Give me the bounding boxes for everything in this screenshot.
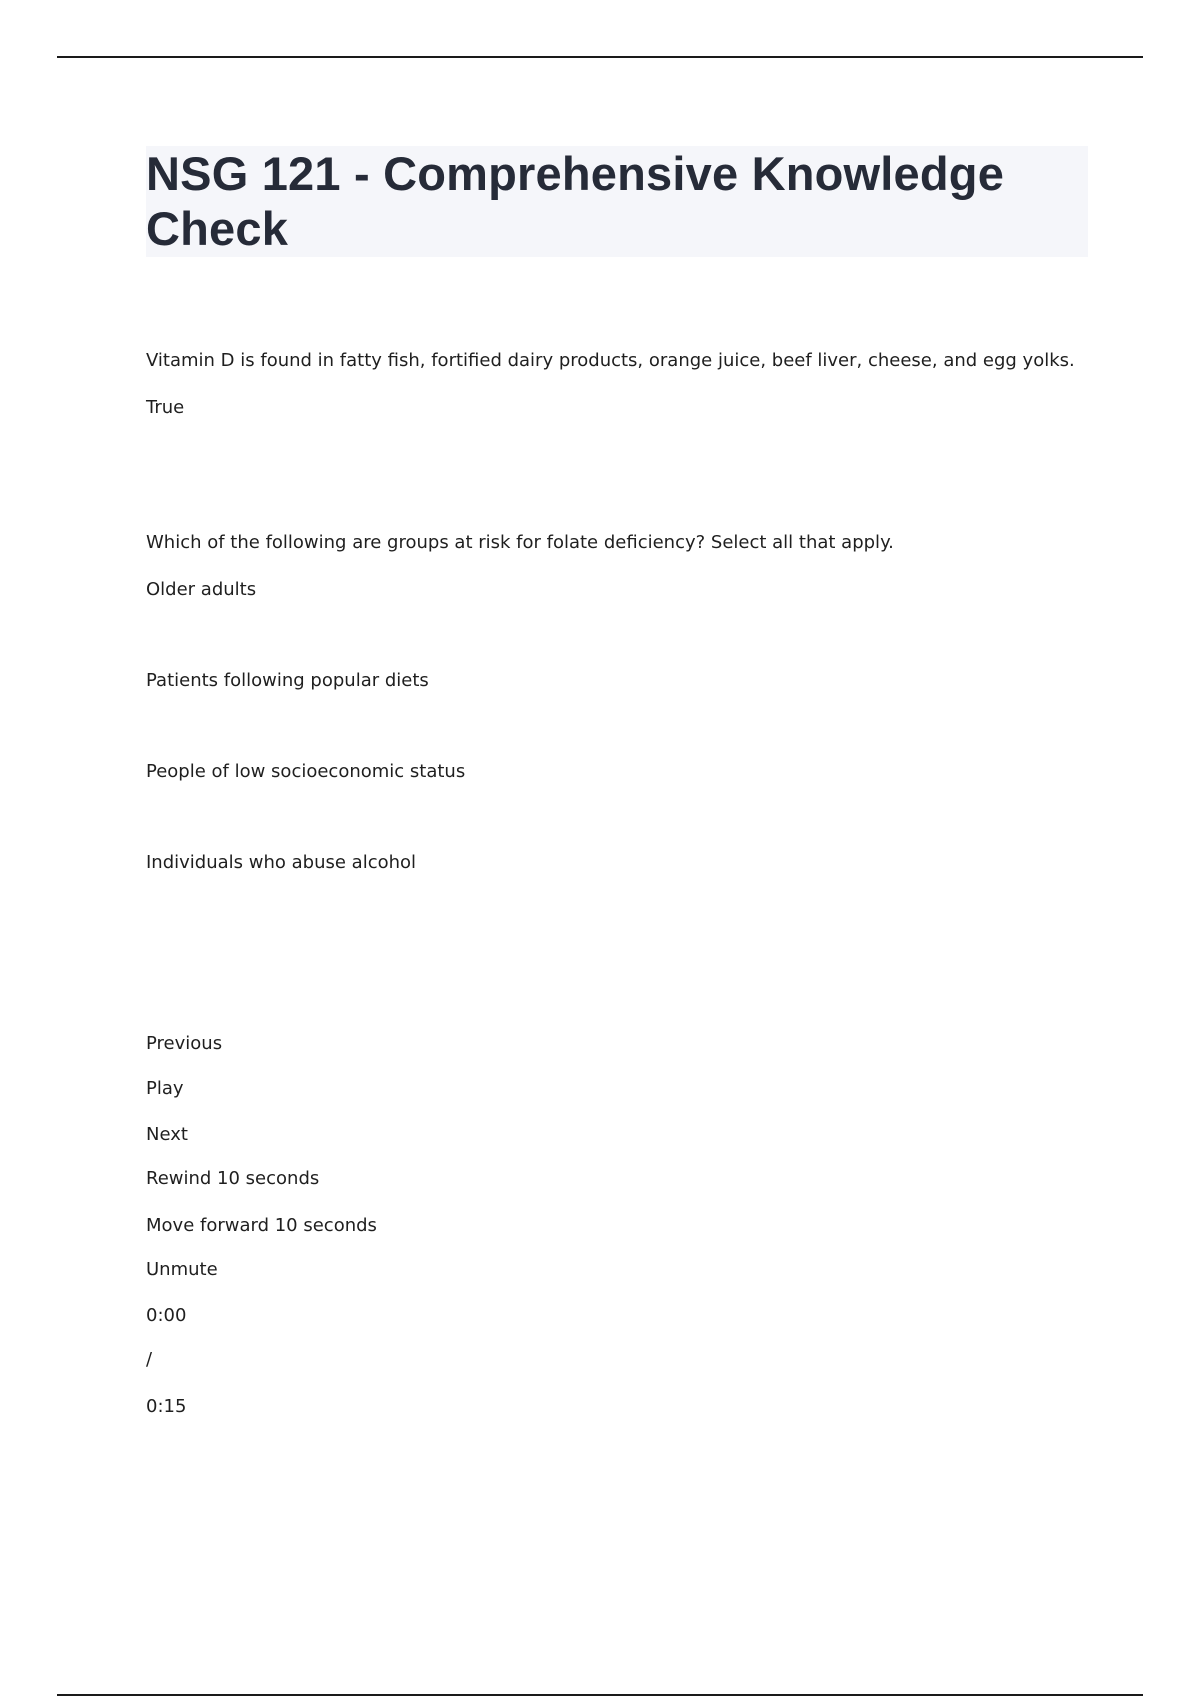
question-2-text: Which of the following are groups at risk for folate deficiency? Select all that apply. (146, 532, 894, 553)
next-button[interactable]: Next (146, 1124, 188, 1145)
duration: 0:15 (146, 1396, 187, 1417)
previous-button[interactable]: Previous (146, 1033, 223, 1054)
page-title: NSG 121 - Comprehensive Knowledge Check (146, 147, 1005, 255)
play-button[interactable]: Play (146, 1078, 184, 1099)
rewind-button[interactable]: Rewind 10 seconds (146, 1168, 320, 1189)
question-2-answer-1: Older adults (146, 579, 257, 600)
forward-button[interactable]: Move forward 10 seconds (146, 1215, 377, 1236)
bottom-rule (57, 1694, 1143, 1696)
question-1-text: Vitamin D is found in fatty fish, fortified dairy products, orange juice, beef liver, cheese, and egg yolks. (146, 350, 1075, 371)
question-1-answer-1: True (146, 397, 185, 418)
title-banner (146, 146, 1088, 257)
current-time: 0:00 (146, 1305, 187, 1326)
unmute-button[interactable]: Unmute (146, 1259, 218, 1280)
question-2-answer-3: People of low socioeconomic status (146, 761, 466, 782)
question-2-answer-4: Individuals who abuse alcohol (146, 852, 417, 873)
question-2-answer-2: Patients following popular diets (146, 670, 429, 691)
top-rule (57, 56, 1143, 58)
time-separator: / (146, 1349, 153, 1370)
